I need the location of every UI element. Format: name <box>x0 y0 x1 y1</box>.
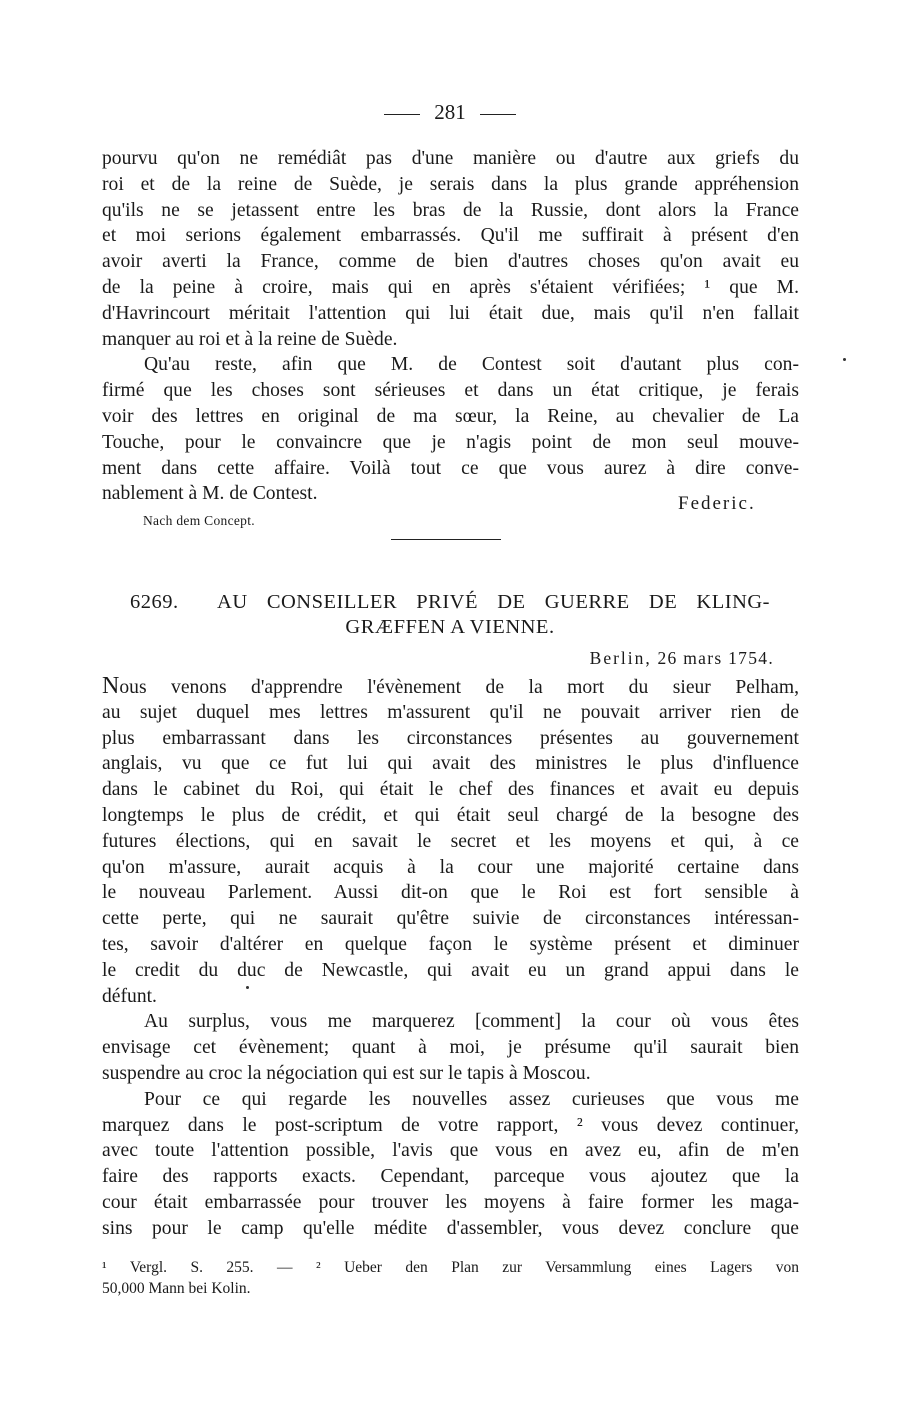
footnote-line: 50,000 Mann bei Kolin. <box>102 1280 251 1297</box>
dateline <box>590 648 774 669</box>
text-line: roi et de la reine de Suède, je serais dans la plus grande appréhension <box>102 173 799 195</box>
text-line: défunt. <box>102 985 157 1007</box>
text-line: au sujet duquel mes lettres m'assurent qu'il ne pouvait arriver rien de <box>102 701 799 723</box>
page-header <box>0 100 900 125</box>
text-line: dans le cabinet du Roi, qui était le chef des finances et avait eu depuis <box>102 779 799 801</box>
text-line: Qu'au reste, afin que M. de Contest soit d'autant plus con- <box>144 354 799 376</box>
text-line: pourvu qu'on ne remédiât pas d'une manière ou d'autre aux griefs du <box>102 148 799 169</box>
text-line: le nouveau Parlement. Aussi dit-on que le Roi est fort sensible à <box>102 882 799 904</box>
letter-2-heading <box>130 590 770 640</box>
text-line: faire des rapports exacts. Cependant, parceque vous ajoutez que la <box>102 1166 799 1188</box>
letter-2-body <box>102 674 799 1242</box>
text-line: longtemps le plus de crédit, et qui était seul chargé de la besogne des <box>102 804 799 826</box>
source-note: Nach dem Concept. <box>143 513 255 528</box>
footnote-line: ¹ Vergl. S. 255. — ² Ueber den Plan zur Versammlung eines Lagers von <box>102 1259 799 1276</box>
text-line: de la peine à croire, mais qui en après s'étaient vérifiées; ¹ que M. <box>102 276 799 298</box>
text-line: tes, savoir d'altérer en quelque façon le système présent et diminuer <box>102 933 799 955</box>
text-line: plus embarrassant dans les circonstances présentes au gouvernement <box>102 727 799 749</box>
heading-line-1 <box>130 590 770 615</box>
text-line: suspendre au croc la négociation qui est sur le tapis à Moscou. <box>102 1062 591 1084</box>
text-line: anglais, vu que ce fut lui qui avait des ministres le plus d'influence <box>102 753 799 775</box>
text-line: qu'on m'assure, aurait acquis à la cour une majorité certaine dans <box>102 856 799 878</box>
text-line: avoir averti la France, comme de bien d'autres choses qu'on avait eu <box>102 251 799 273</box>
text-line: qu'ils ne se jetassent entre les bras de la Russie, dont alors la France <box>102 199 799 221</box>
text-line: cour était embarrassée pour trouver les moyens à faire former les maga- <box>102 1191 799 1213</box>
header-dash-left <box>384 114 420 115</box>
text-line: envisage cet évènement; quant à moi, je présume qu'il saurait bien <box>102 1037 799 1059</box>
text-line: Pour ce qui regarde les nouvelles assez curieuses que vous me <box>144 1088 799 1110</box>
text-line: cette perte, qui ne saurait qu'être suivie de circonstances intéressan- <box>102 908 799 930</box>
text-line: d'Havrincourt méritait l'attention qui lui était due, mais qu'il n'en fallait <box>102 302 799 324</box>
date-text: 26 mars 1754. <box>657 648 774 668</box>
stray-mark <box>843 358 846 361</box>
text-line: Au surplus, vous me marquerez [comment] la cour où vous êtes <box>144 1011 799 1033</box>
text-line: futures élections, qui en savait le secret et les moyens et qui, à ce <box>102 830 799 852</box>
letter-1-body <box>102 146 799 507</box>
page-number: 281 <box>434 100 466 124</box>
heading-text: AU CONSEILLER PRIVÉ DE GUERRE DE KLING- <box>217 591 771 613</box>
date-place: Berlin, <box>589 648 652 668</box>
text-line: et moi serions également embarrassés. Qu'il me suffirait à présent d'en <box>102 225 799 247</box>
text-line: ment dans cette affaire. Voilà tout ce que vous aurez à dire conve- <box>102 457 799 479</box>
text-line: Touche, pour le convaincre que je n'agis point de mon seul mouve- <box>102 431 799 453</box>
drop-letter: N <box>102 673 120 699</box>
header-dash-right <box>480 114 516 115</box>
text-line: nablement à M. de Contest. <box>102 483 318 505</box>
text-line: avec toute l'attention possible, l'avis que vous en avez eu, afin de m'en <box>102 1140 799 1162</box>
heading-line-2: GRÆFFEN A VIENNE. <box>345 616 555 638</box>
stray-mark <box>246 986 249 989</box>
text-line: voir des lettres en original de ma sœur, la Reine, au chevalier de La <box>102 405 799 427</box>
signature: Federic. <box>678 493 756 514</box>
text-line: Nous venons d'apprendre l'évènement de la mort du sieur Pelham, <box>102 673 799 699</box>
text-line: firmé que les choses sont sérieuses et dans un état critique, je ferais <box>102 380 799 402</box>
text-line: sins pour le camp qu'elle médite d'assembler, vous devez conclure que <box>102 1217 799 1239</box>
text-line: marquez dans le post-scriptum de votre rapport, ² vous devez continuer, <box>102 1114 799 1136</box>
section-divider <box>391 539 501 540</box>
text-line: le credit du duc de Newcastle, qui avait eu un grand appui dans le <box>102 959 799 981</box>
footnotes <box>102 1257 799 1299</box>
letter-number: 6269. <box>130 591 179 613</box>
text-line: manquer au roi et à la reine de Suède. <box>102 328 398 350</box>
